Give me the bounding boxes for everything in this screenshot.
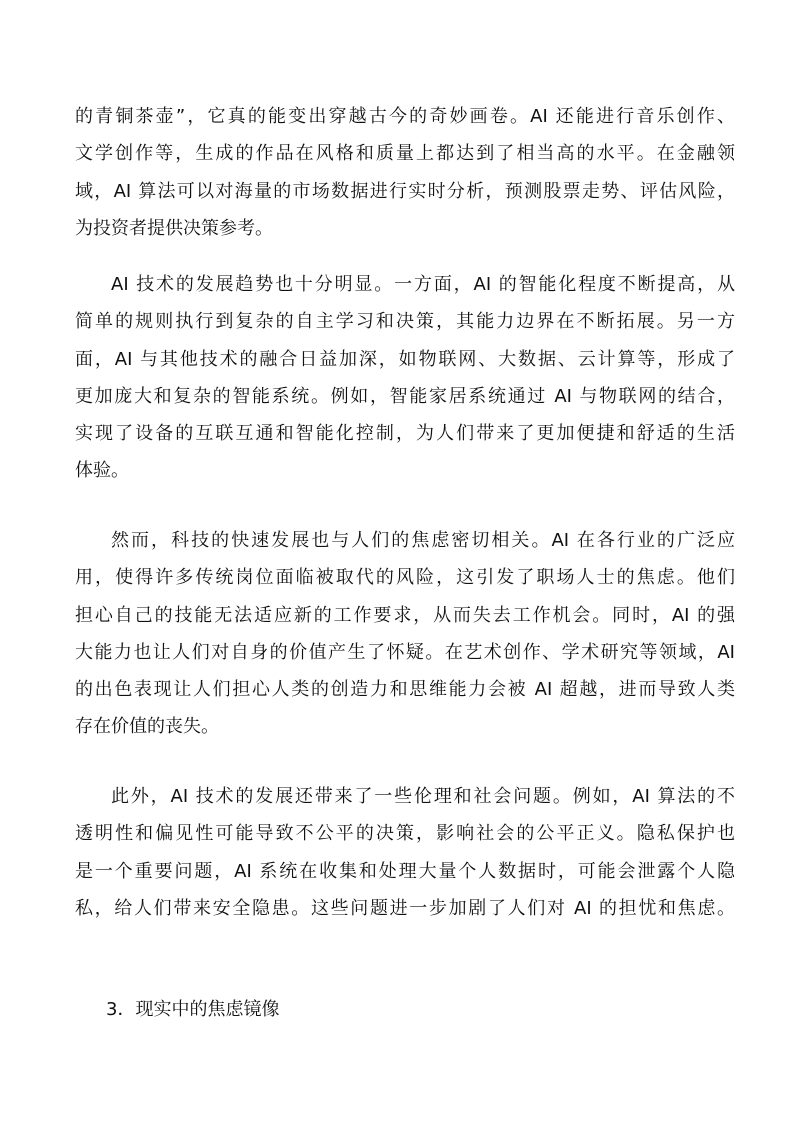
paragraph-2 xyxy=(75,266,735,490)
text-line: 实现了设备的互联互通和智能化控制，为人们带来了更加便捷和舒适的生活 xyxy=(75,423,735,445)
text-line: 体验。 xyxy=(75,460,129,482)
text-line: 担心自己的技能无法适应新的工作要求，从而失去工作机会。同时，AI 的强 xyxy=(75,604,735,626)
paragraph-3 xyxy=(75,522,735,746)
text-line: 的青铜茶壶”，它真的能变出穿越古今的奇妙画卷。AI 还能进行音乐创作、 xyxy=(75,106,735,127)
paragraph-1 xyxy=(75,98,735,247)
text-line: 此外，AI 技术的发展还带来了一些伦理和社会问题。例如，AI 算法的不 xyxy=(111,786,735,807)
text-line: 透明性和偏见性可能导致不公平的决策，影响社会的公平正义。隐私保护也 xyxy=(75,823,735,845)
text-line: 然而，科技的快速发展也与人们的焦虑密切相关。AI 在各行业的广泛应 xyxy=(111,530,735,551)
section-heading: 3．现实中的焦虑镜像 xyxy=(106,999,280,1020)
text-line: 更加庞大和复杂的智能系统。例如，智能家居系统通过 AI 与物联网的结合， xyxy=(75,385,735,407)
text-line: 面，AI 与其他技术的融合日益加深，如物联网、大数据、云计算等，形成了 xyxy=(75,348,735,370)
text-line: AI 技术的发展趋势也十分明显。一方面，AI 的智能化程度不断提高，从 xyxy=(111,274,735,295)
text-line: 私，给人们带来安全隐患。这些问题进一步加剧了人们对 AI 的担忧和焦虑。 xyxy=(75,897,735,919)
text-line: 大能力也让人们对自身的价值产生了怀疑。在艺术创作、学术研究等领域，AI xyxy=(75,641,735,663)
text-line: 域，AI 算法可以对海量的市场数据进行实时分析，预测股票走势、评估风险， xyxy=(75,180,735,202)
text-line: 存在价值的丧失。 xyxy=(75,716,219,738)
text-line: 简单的规则执行到复杂的自主学习和决策，其能力边界在不断拓展。另一方 xyxy=(75,311,735,333)
paragraph-4 xyxy=(75,778,735,927)
text-line: 为投资者提供决策参考。 xyxy=(75,217,273,239)
text-line: 用，使得许多传统岗位面临被取代的风险，这引发了职场人士的焦虑。他们 xyxy=(75,567,735,589)
text-line: 是一个重要问题，AI 系统在收集和处理大量个人数据时，可能会泄露个人隐 xyxy=(75,860,735,882)
text-line: 的出色表现让人们担心人类的创造力和思维能力会被 AI 超越，进而导致人类 xyxy=(75,679,735,701)
text-line: 文学创作等，生成的作品在风格和质量上都达到了相当高的水平。在金融领 xyxy=(75,143,735,165)
